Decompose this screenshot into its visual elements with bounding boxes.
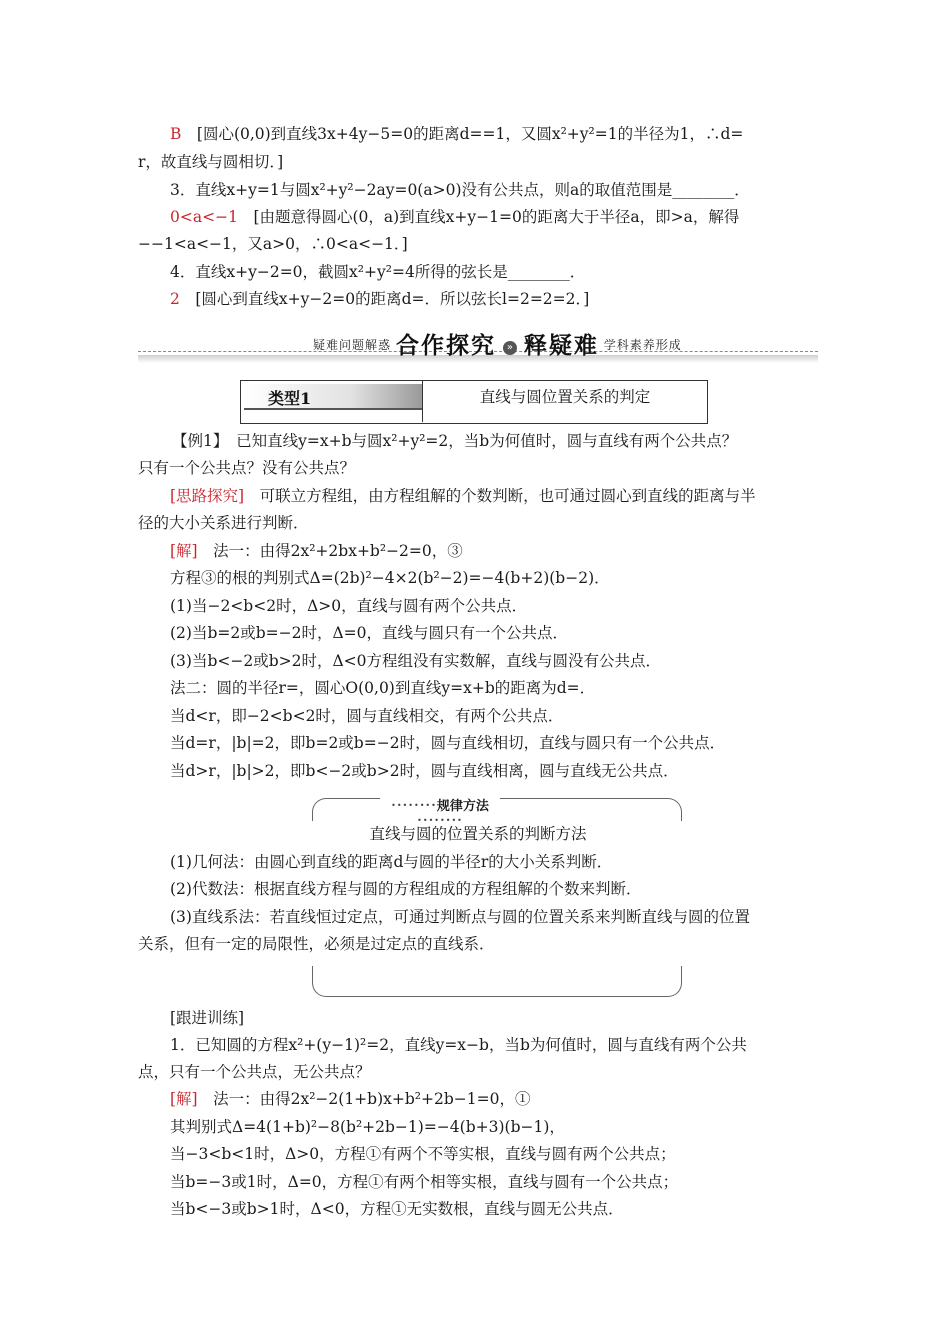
solution-line: (2)当b=2或b=−2时，Δ=0，直线与圆只有一个公共点．: [170, 624, 569, 642]
section-banner: [138, 325, 818, 365]
method-line: (3)直线系法：若直线恒过定点，可通过判断点与圆的位置关系来判断直线与圆的位置: [170, 908, 750, 926]
practice-solution: 其判别式Δ=4(1+b)²−8(b²+2b−1)=−4(b+3)(b−1)，: [170, 1118, 565, 1136]
practice-solution: 当−3<b<1时，Δ>0，方程①有两个不等实根，直线与圆有两个公共点；: [170, 1145, 676, 1163]
solution-line: 法二：圆的半径r=，圆心O(0,0)到直线y=x+b的距离为d=．: [170, 679, 596, 697]
text: [圆心到直线x+y−2=0的距离d=．所以弦长l=2=2=2．]: [179, 290, 590, 308]
question-4: 4．直线x+y−2=0，截圆x²+y²=4所得的弦长是________．: [170, 263, 586, 281]
solution-text: 法一：由得2x²−2(1+b)x+b²+2b−1=0，①: [197, 1090, 531, 1108]
answer-line-3: [170, 207, 850, 227]
banner-main-2: 释疑难: [523, 333, 599, 359]
question-3: 3．直线x+y=1与圆x²+y²−2ay=0(a>0)没有公共点，则a的取值范围是________．: [170, 181, 750, 199]
text-line: r，故直线与圆相切．]: [138, 153, 284, 171]
method-dots: ••••••••: [417, 816, 463, 825]
solution-tag: [解]: [170, 1090, 198, 1108]
banner-left: 疑难问题解惑: [313, 338, 392, 352]
type-header: [240, 380, 708, 424]
practice-question: 1．已知圆的方程x²+(y−1)²=2，直线y=x−b，当b为何值时，圆与直线有两个公共: [170, 1036, 747, 1054]
answer-value: 2: [170, 290, 180, 308]
solution-tag: [解]: [170, 542, 198, 560]
hint-cont: 径的大小关系进行判断．: [138, 514, 309, 532]
banner-text: [313, 327, 682, 360]
example-1-cont: 只有一个公共点？没有公共点？: [138, 459, 356, 477]
solution-line: 当d=r，|b|=2，即b=2或b=−2时，圆与直线相切，直线与圆只有一个公共点．: [170, 734, 726, 752]
solution-line: [170, 541, 850, 561]
text-line: −−1<a<−1，又a>0，∴0<a<−1．]: [138, 235, 408, 253]
practice-solution: [170, 1089, 850, 1109]
practice-question-cont: 点，只有一个公共点，无公共点？: [138, 1063, 371, 1081]
example-1: 【例1】 已知直线y=x+b与圆x²+y²=2，当b为何值时，圆与直线有两个公共点？: [172, 432, 738, 450]
solution-line: 当d>r，|b|>2，即b<−2或b>2时，圆与直线相离，圆与直线无公共点．: [170, 762, 679, 780]
answer-value: 0<a<−1: [170, 208, 238, 226]
solution-line: 方程③的根的判别式Δ=(2b)²−4×2(b²−2)=−4(b+2)(b−2)．: [170, 569, 610, 587]
method-line: (2)代数法：根据直线方程与圆的方程组成的方程组解的个数来判断．: [170, 880, 642, 898]
banner-right: 学科素养形成: [603, 338, 682, 352]
answer-line-4: [170, 289, 850, 309]
practice-solution: 当b<−3或b>1时，Δ<0，方程①无实数根，直线与圆无公共点．: [170, 1200, 624, 1218]
banner-main-1: 合作探究: [395, 333, 496, 359]
method-line: 关系，但有一定的局限性，必须是过定点的直线系．: [138, 935, 495, 953]
answer-letter: B: [170, 125, 182, 143]
type-tag: [244, 384, 422, 410]
solution-text: 法一：由得2x²+2bx+b²−2=0，③: [197, 542, 463, 560]
type-tag-label: 类型1: [268, 389, 312, 408]
method-dots: ••••••••: [391, 801, 437, 810]
practice-tag: [跟进训练]: [170, 1009, 245, 1027]
answer-line-2: [170, 124, 850, 144]
practice-solution: 当b=−3或1时，Δ=0，方程①有两个相等实根，直线与圆有一个公共点；: [170, 1173, 679, 1191]
hint-line: [170, 486, 850, 506]
method-heading: 直线与圆的位置关系的判断方法: [369, 825, 587, 843]
text: [圆心(0,0)到直线3x+4y−5=0的距离d==1，又圆x²+y²=1的半径为1，∴d=: [181, 125, 744, 143]
method-label-text: 规律方法: [436, 799, 489, 814]
solution-line: (1)当−2<b<2时，Δ>0，直线与圆有两个公共点．: [170, 597, 528, 615]
text: [由题意得圆心(0，a)到直线x+y−1=0的距离大于半径a，即>a，解得: [237, 208, 740, 226]
solution-line: 当d<r，即−2<b<2时，圆与直线相交，有两个公共点．: [170, 707, 564, 725]
hint-tag: [思路探究]: [170, 487, 245, 505]
type-title: 直线与圆位置关系的判定: [422, 380, 707, 422]
hint-text: 可联立方程组，由方程组解的个数判断，也可通过圆心到直线的距离与半: [244, 487, 756, 505]
arrow-icon: »: [503, 341, 517, 355]
solution-line: (3)当b<−2或b>2时，Δ<0方程组没有实数解，直线与圆没有公共点．: [170, 652, 662, 670]
method-line: (1)几何法：由圆心到直线的距离d与圆的半径r的大小关系判断．: [170, 853, 613, 871]
method-box-bottom: [312, 966, 682, 997]
